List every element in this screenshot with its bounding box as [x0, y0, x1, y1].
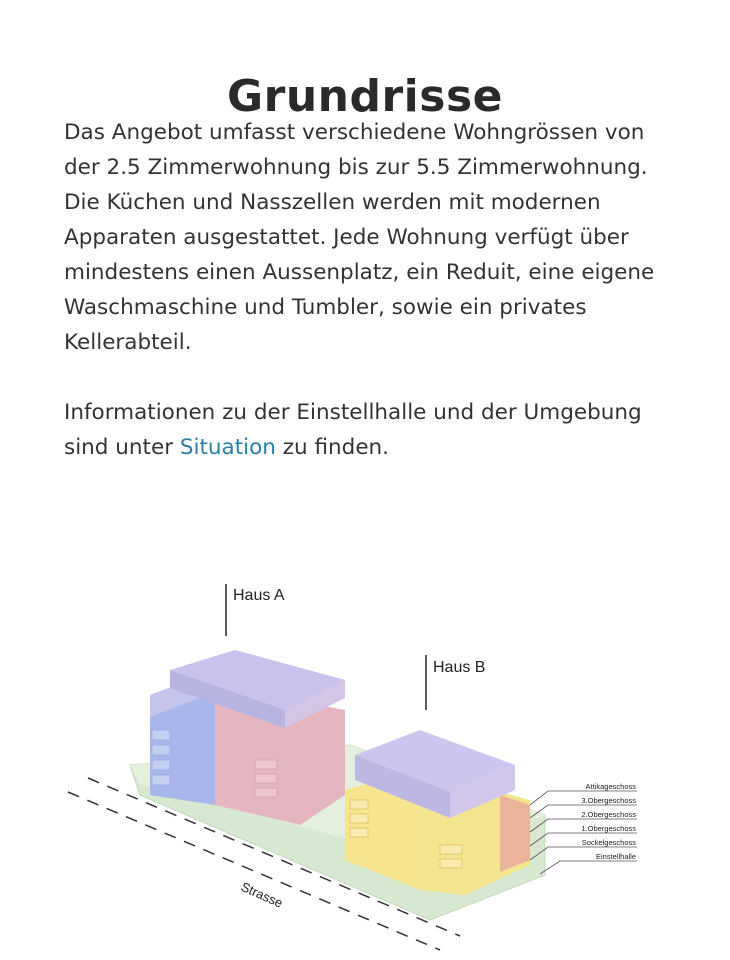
floor-label-einstellhalle: Einstellhalle [595, 852, 636, 861]
haus-a-label: Haus A [233, 587, 285, 604]
info-text-end: zu finden. [275, 435, 390, 460]
haus-b-label: Haus B [433, 659, 486, 676]
situation-link[interactable]: Situation [179, 435, 276, 460]
building-diagram [0, 560, 730, 960]
floor-label-attikageschoss: Attikageschoss [585, 782, 636, 791]
floor-legend-labels [581, 782, 636, 861]
floor-label-1-obergeschoss: 1.Obergeschoss [581, 824, 636, 833]
floor-label-2-obergeschoss: 2.Obergeschoss [581, 810, 636, 819]
haus-b-building [345, 730, 530, 895]
page-title: Grundrisse [227, 71, 503, 123]
haus-a-building [150, 650, 345, 825]
floor-label-sockelgeschoss: Sockelgeschoss [581, 838, 636, 847]
street-label: Strasse [238, 879, 286, 911]
info-text-start: Informationen zu der Einstellhalle und der Umgebung sind unter [64, 400, 642, 460]
info-paragraph [64, 395, 664, 465]
content [64, 115, 664, 465]
floor-label-3-obergeschoss: 3.Obergeschoss [581, 796, 636, 805]
intro-paragraph: Das Angebot umfasst verschiedene Wohngrössen von der 2.5 Zimmerwohnung bis zur 5.5 Zimmerwohnung. Die Küchen und Nasszellen werden mit modernen Apparaten ausgestattet. Jede Wohnung verfügt über mindestens einen Aussenplatz, ein Reduit, eine eigene Waschmaschine und Tumbler, sowie ein privates Kellerabteil. [64, 120, 655, 355]
